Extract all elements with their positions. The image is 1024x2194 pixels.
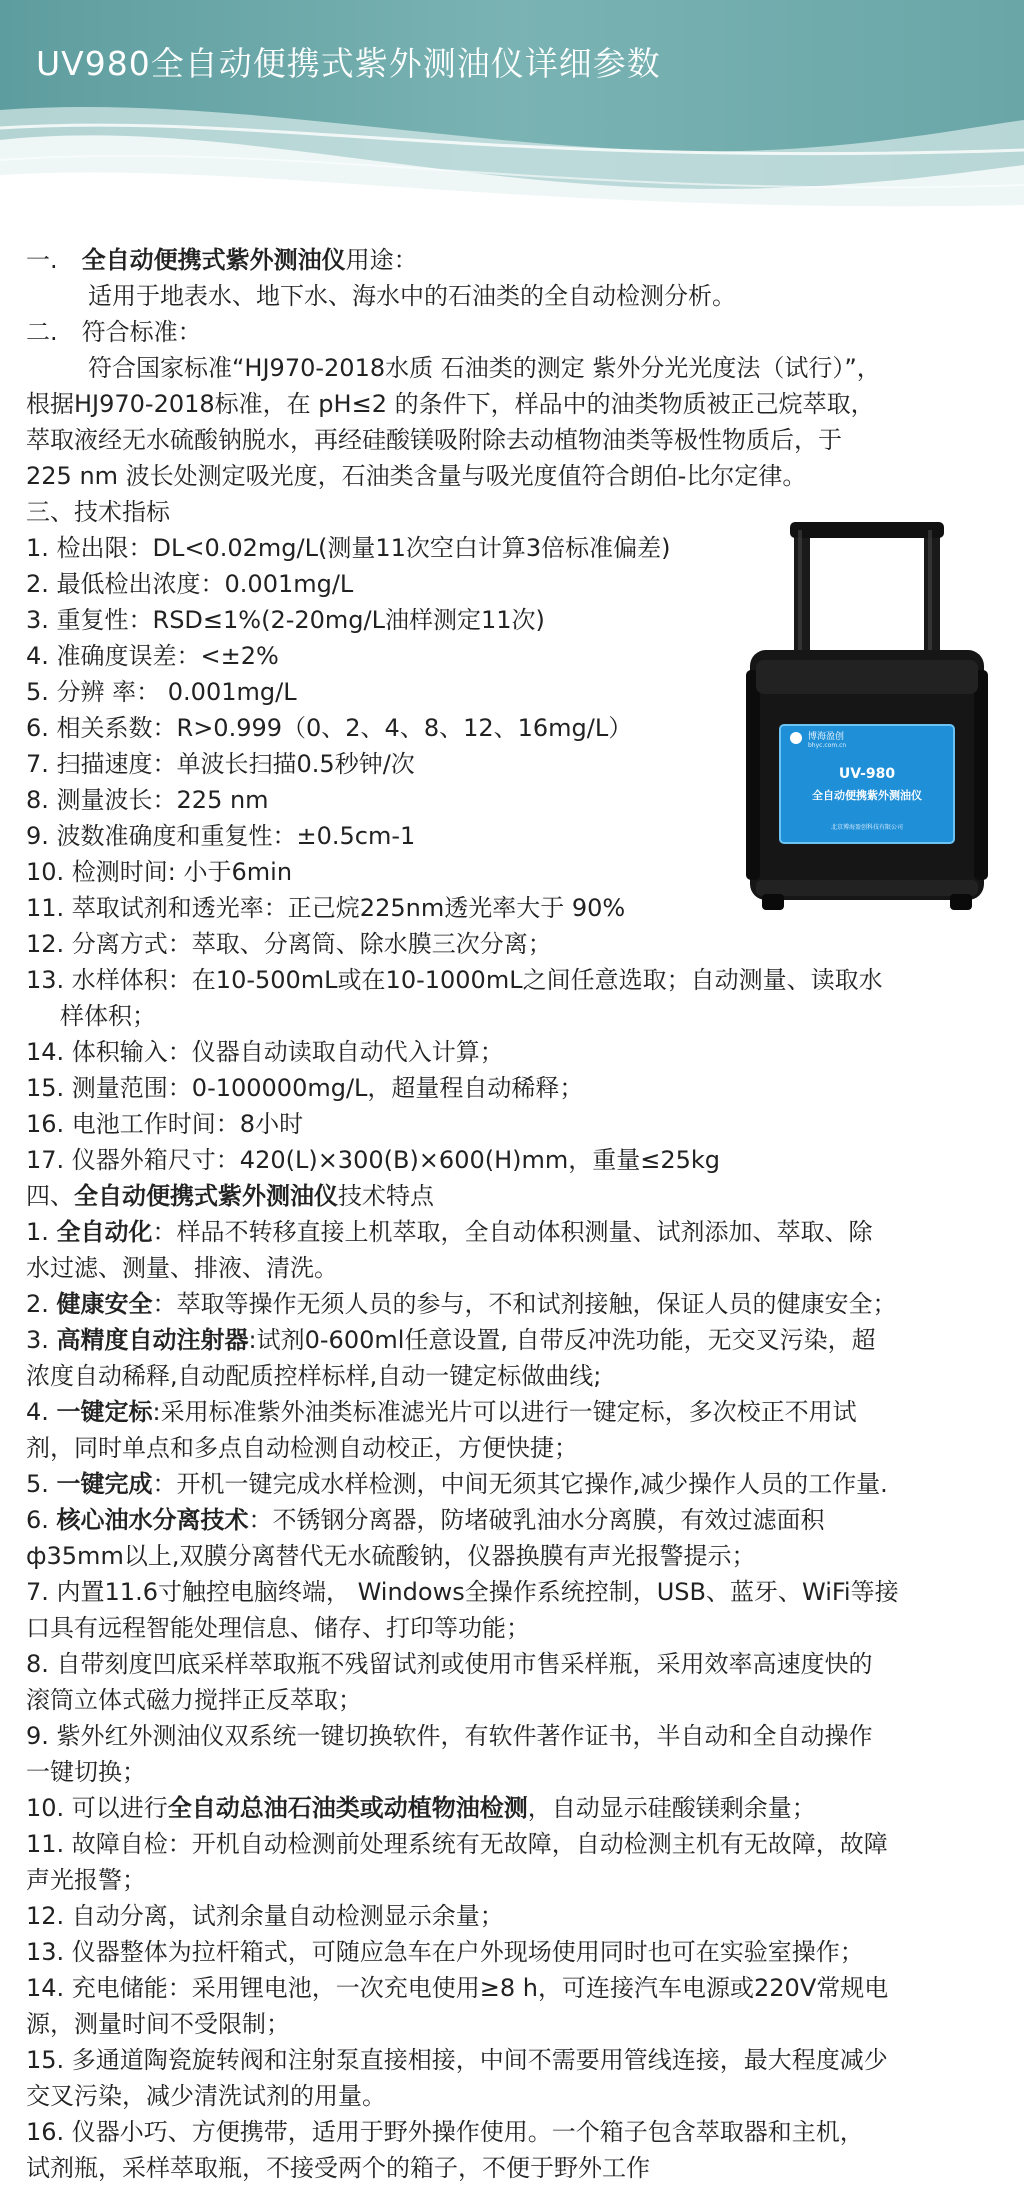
spec-item: 5. 分辨 率： 0.001mg/L xyxy=(26,678,297,706)
feature-item-keyword: 全自动化 xyxy=(56,1218,153,1246)
header-banner xyxy=(0,0,1024,245)
feature-item-text: 充电储能：采用锂电池，一次充电使用≥8 h，可连接汽车电源或220V常规电 xyxy=(71,1974,889,2002)
feature-item-keyword: 核心油水分离技术 xyxy=(56,1506,249,1534)
feature-item-number: 1. xyxy=(26,1218,57,1246)
spec-item: 11. 萃取试剂和透光率：正己烷225nm透光率大于 90% xyxy=(26,894,626,922)
usage-product-name: 全自动便携式紫外测油仪 xyxy=(81,246,346,274)
feature-item-text: 仪器小巧、方便携带，适用于野外操作使用。一个箱子包含萃取器和主机， xyxy=(71,2118,864,2146)
feature-item xyxy=(26,1826,998,1862)
feature-item xyxy=(26,1574,998,1610)
product-label-name: 全自动便携紫外测油仪 xyxy=(812,789,922,802)
specs-heading: 三、技术指标 xyxy=(26,498,170,526)
feature-item xyxy=(26,2042,998,2078)
feature-item-continuation: 试剂瓶，采样萃取瓶，不接受两个的箱子，不便于野外工作 xyxy=(26,2154,650,2182)
feature-item-continuation: 声光报警； xyxy=(26,1866,146,1894)
feature-item-continuation: 滚筒立体式磁力搅拌正反萃取； xyxy=(26,1686,362,1714)
feature-item-keyword: 一键完成 xyxy=(56,1470,153,1498)
spec-item: 15. 测量范围：0-100000mg/L，超量程自动稀释； xyxy=(26,1074,584,1102)
header-wave-graphic xyxy=(0,0,1024,245)
feature-item-continuation: 口具有远程智能处理信息、储存、打印等功能； xyxy=(26,1614,530,1642)
feature-item-continuation: 一键切换； xyxy=(26,1758,146,1786)
feature-item xyxy=(26,1646,998,1682)
feature-item-text: 紫外红外测油仪双系统一键切换软件，有软件著作证书，半自动和全自动操作 xyxy=(56,1722,873,1750)
feature-item-text: ：开机一键完成水样检测，中间无须其它操作,减少操作人员的工作量. xyxy=(152,1470,888,1498)
features-heading xyxy=(26,1178,998,1214)
standard-line: 225 nm 波长处测定吸光度，石油类含量与吸光度值符合朗伯-比尔定律。 xyxy=(26,462,807,490)
product-case-illustration xyxy=(742,520,992,915)
spec-item: 12. 分离方式：萃取、分离筒、除水膜三次分离； xyxy=(26,930,552,958)
feature-item xyxy=(26,1790,998,1826)
feature-item-text: 自带刻度凹底采样萃取瓶不残留试剂或使用市售采样瓶，采用效率高速度快的 xyxy=(56,1650,873,1678)
feature-item-number: 10. 可以进行 xyxy=(26,1794,168,1822)
feature-item-keyword: 全自动总油石油类或动植物油检测 xyxy=(167,1794,528,1822)
feature-item-keyword: 高精度自动注射器 xyxy=(56,1326,249,1354)
feature-item-text: 多通道陶瓷旋转阀和注射泵直接相接，中间不需要用管线连接，最大程度减少 xyxy=(71,2046,888,2074)
spec-item: 1. 检出限：DL<0.02mg/L(测量11次空白计算3倍标准偏差) xyxy=(26,534,671,562)
feature-item xyxy=(26,1466,998,1502)
feature-item-number: 11. xyxy=(26,1830,72,1858)
feature-item xyxy=(26,1934,998,1970)
feature-item-number: 15. xyxy=(26,2046,72,2074)
feature-item-continuation: 水过滤、测量、排液、清洗。 xyxy=(26,1254,338,1282)
spec-item: 10. 检测时间: 小于6min xyxy=(26,858,293,886)
product-label-model: UV-980 xyxy=(838,766,896,782)
spec-item: 6. 相关系数：R>0.999（0、2、4、8、12、16mg/L） xyxy=(26,714,633,742)
spec-item: 9. 波数准确度和重复性：±0.5cm-1 xyxy=(26,822,416,850)
feature-item-continuation: 浓度自动稀释,自动配质控样标样,自动一键定标做曲线; xyxy=(26,1362,602,1390)
usage-suffix: 用途： xyxy=(345,246,418,274)
product-label-brand-sub: bhyc.com.cn xyxy=(808,742,847,749)
feature-item xyxy=(26,1898,998,1934)
feature-item-number: 12. xyxy=(26,1902,72,1930)
feature-item-number: 13. xyxy=(26,1938,72,1966)
standard-heading: 二. 符合标准： xyxy=(26,318,202,346)
features-heading-prefix: 四、 xyxy=(26,1182,74,1210)
spec-item: 13. 水样体积：在10-500mL或在10-1000mL之间任意选取；自动测量、读取水 xyxy=(26,966,883,994)
feature-item-continuation: 剂，同时单点和多点自动检测自动校正，方便快捷； xyxy=(26,1434,578,1462)
product-label-brand: 博海盈创 xyxy=(808,732,845,742)
feature-item-text: ：不锈钢分离器，防堵破乳油水分离膜，有效过滤面积 xyxy=(248,1506,825,1534)
standard-line: 萃取液经无水硫酸钠脱水，再经硅酸镁吸附除去动植物油类等极性物质后，于 xyxy=(26,426,842,454)
feature-item-continuation: 源，测量时间不受限制； xyxy=(26,2010,290,2038)
spec-item: 8. 测量波长：225 nm xyxy=(26,786,269,814)
feature-item-text: :试剂0-600ml任意设置, 自带反冲洗功能，无交叉污染，超 xyxy=(248,1326,876,1354)
usage-number: 一. xyxy=(26,246,58,274)
feature-item-number: 6. xyxy=(26,1506,57,1534)
feature-item-number: 9. xyxy=(26,1722,57,1750)
feature-item xyxy=(26,1970,998,2006)
feature-item-number: 7. xyxy=(26,1578,57,1606)
feature-item-text: 自动分离，试剂余量自动检测显示余量； xyxy=(71,1902,504,1930)
spec-item: 3. 重复性：RSD≤1%(2-20mg/L油样测定11次) xyxy=(26,606,545,634)
feature-item-number: 3. xyxy=(26,1326,57,1354)
spec-item: 17. 仪器外箱尺寸：420(L)×300(B)×600(H)mm，重量≤25kg xyxy=(26,1146,721,1174)
feature-item-text: 仪器整体为拉杆箱式，可随应急车在户外现场使用同时也可在实验室操作； xyxy=(71,1938,864,1966)
feature-item xyxy=(26,1718,998,1754)
feature-item xyxy=(26,2114,998,2150)
feature-item-number: 2. xyxy=(26,1290,57,1318)
feature-item xyxy=(26,1286,998,1322)
features-list xyxy=(26,1214,998,2186)
feature-item-number: 5. xyxy=(26,1470,57,1498)
feature-item-number: 16. xyxy=(26,2118,72,2146)
standard-line: 符合国家标准“HJ970-2018水质 石油类的测定 紫外分光光度法（试行）”， xyxy=(88,354,881,382)
feature-item-number: 14. xyxy=(26,1974,72,2002)
spec-item: 7. 扫描速度：单波长扫描0.5秒钟/次 xyxy=(26,750,415,778)
usage-body: 适用于地表水、地下水、海水中的石油类的全自动检测分析。 xyxy=(88,282,736,310)
feature-item xyxy=(26,1502,998,1538)
feature-item-number: 8. xyxy=(26,1650,57,1678)
feature-item-text: :采用标准紫外油类标准滤光片可以进行一键定标，多次校正不用试 xyxy=(152,1398,857,1426)
standard-line: 根据HJ970-2018标准，在 pH≤2 的条件下，样品中的油类物质被正己烷萃取， xyxy=(26,390,875,418)
spec-item-continuation: 样体积； xyxy=(60,1002,156,1030)
spec-item: 16. 电池工作时间：8小时 xyxy=(26,1110,304,1138)
feature-item xyxy=(26,1214,998,1250)
feature-item-text: 内置11.6寸触控电脑终端， Windows全操作系统控制，USB、蓝牙、WiFi等接 xyxy=(56,1578,899,1606)
page-title: UV980全自动便携式紫外测油仪详细参数 xyxy=(36,44,661,83)
feature-item-text: ，自动显示硅酸镁剩余量； xyxy=(527,1794,816,1822)
feature-item-keyword: 健康安全 xyxy=(56,1290,153,1318)
product-label-company: 北京博海盈创科技有限公司 xyxy=(830,824,903,831)
feature-item-text: ：样品不转移直接上机萃取，全自动体积测量、试剂添加、萃取、除 xyxy=(152,1218,873,1246)
spec-item: 2. 最低检出浓度：0.001mg/L xyxy=(26,570,354,598)
spec-item: 14. 体积输入：仪器自动读取自动代入计算； xyxy=(26,1038,504,1066)
features-heading-product: 全自动便携式紫外测油仪 xyxy=(74,1182,338,1210)
feature-item-keyword: 一键定标 xyxy=(56,1398,153,1426)
feature-item-continuation: 交叉污染，减少清洗试剂的用量。 xyxy=(26,2082,386,2110)
feature-item-text: 故障自检：开机自动检测前处理系统有无故障，自动检测主机有无故障，故障 xyxy=(71,1830,888,1858)
product-image xyxy=(742,520,992,915)
feature-item-text: ：萃取等操作无须人员的参与，不和试剂接触，保证人员的健康安全； xyxy=(152,1290,897,1318)
feature-item xyxy=(26,1322,998,1358)
spec-item: 4. 准确度误差：<±2% xyxy=(26,642,279,670)
feature-item xyxy=(26,1394,998,1430)
usage-heading xyxy=(26,242,998,278)
features-heading-suffix: 技术特点 xyxy=(338,1182,434,1210)
feature-item-number: 4. xyxy=(26,1398,57,1426)
feature-item-continuation: ф35mm以上,双膜分离替代无水硫酸钠，仪器换膜有声光报警提示； xyxy=(26,1542,756,1570)
